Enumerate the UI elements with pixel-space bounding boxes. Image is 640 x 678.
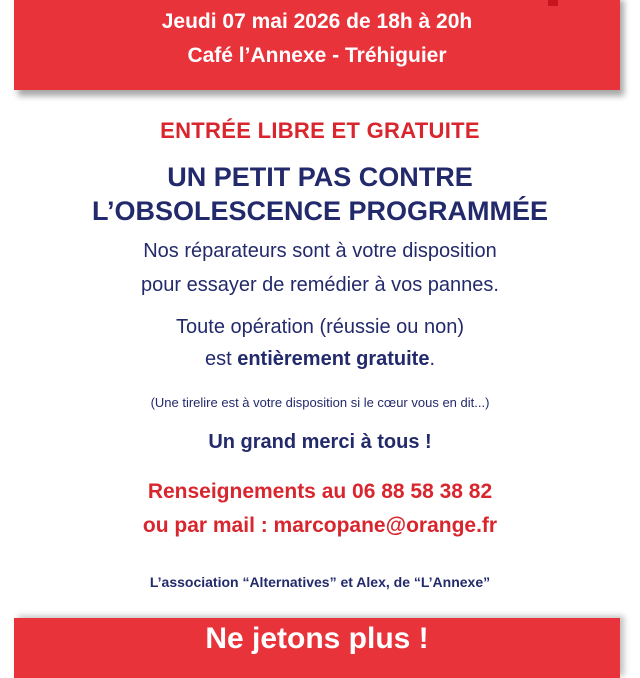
operation-line-2	[0, 348, 640, 371]
contact-phone: Renseignements au 06 88 58 38 82	[147, 480, 493, 503]
contact-email: ou par mail : marcopane@orange.fr	[142, 514, 498, 537]
operation-suffix: .	[429, 348, 436, 370]
description-line-1: Nos réparateurs sont à votre disposition	[143, 240, 497, 262]
event-date: Jeudi 07 mai 2026 de 18h à 20h	[161, 10, 473, 33]
entry-notice: ENTRÉE LIBRE ET GRATUITE	[160, 118, 480, 143]
event-location: Café l’Annexe - Tréhiguier	[187, 44, 447, 67]
event-banner	[14, 0, 620, 90]
headline-line-1: UN PETIT PAS CONTRE	[167, 162, 473, 192]
slogan-banner	[14, 618, 620, 678]
operation-free-emphasis: entièrement gratuite	[237, 348, 430, 370]
association-credit: L’association “Alternatives” et Alex, de “L’Annexe”	[149, 574, 491, 590]
thanks-message: Un grand merci à tous !	[208, 431, 432, 453]
description-line-2: pour essayer de remédier à vos pannes.	[141, 274, 499, 296]
slogan-text: Ne jetons plus !	[205, 622, 429, 655]
operation-prefix: est	[204, 348, 238, 370]
banner-corner-mark	[548, 0, 558, 6]
tirelire-note: (Une tirelire est à votre disposition si le cœur vous en dit...)	[150, 395, 490, 410]
operation-line-1: Toute opération (réussie ou non)	[176, 316, 464, 338]
headline-line-2: L’OBSOLESCENCE PROGRAMMÉE	[91, 196, 549, 226]
